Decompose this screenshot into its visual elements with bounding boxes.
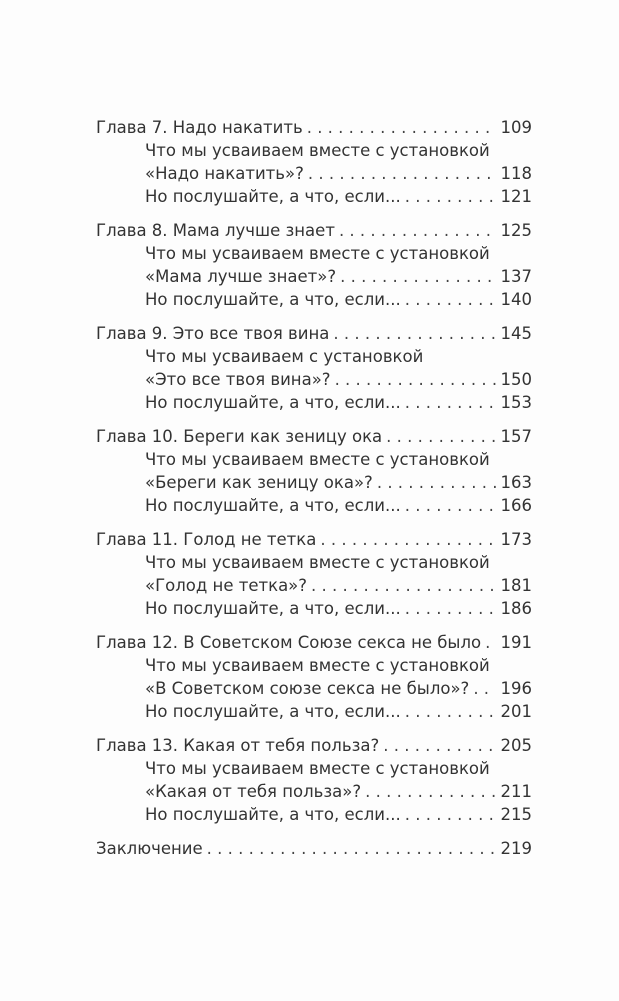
entry-title: Но послушайте, а что, если...: [145, 599, 401, 618]
toc-subentry[interactable]: [96, 494, 532, 517]
page-number: 145: [500, 324, 532, 343]
page-number: 215: [500, 805, 532, 824]
dot-leader: [386, 425, 496, 448]
toc-chapter-11: [96, 528, 532, 620]
dot-leader: [405, 803, 496, 826]
entry-title: Глава 9. Это все твоя вина: [96, 324, 330, 343]
toc-subentry[interactable]: [96, 288, 532, 311]
toc-subentry: [96, 345, 532, 368]
entry-title: Что мы усваиваем вместе с установкой: [145, 244, 490, 263]
dot-leader: [405, 288, 496, 311]
dot-leader: [308, 162, 496, 185]
page-number: 166: [500, 496, 532, 515]
page-number: 137: [500, 267, 532, 286]
toc-chapter-9: [96, 322, 532, 414]
toc-subentry: [96, 242, 532, 265]
toc-entry[interactable]: [96, 425, 532, 448]
entry-title: «Какая от тебя польза»?: [145, 782, 362, 801]
toc-subentry: [96, 654, 532, 677]
entry-title: Глава 13. Какая от тебя польза?: [96, 736, 380, 755]
toc-entry[interactable]: [96, 322, 532, 345]
dot-leader: [340, 265, 496, 288]
toc-subentry[interactable]: [96, 471, 532, 494]
dot-leader: [405, 185, 496, 208]
toc-subentry[interactable]: [96, 700, 532, 723]
page-number: 201: [500, 702, 532, 721]
page-number: 118: [500, 164, 532, 183]
entry-title: «Голод не тетка»?: [145, 576, 308, 595]
toc-chapter-13: [96, 734, 532, 826]
dot-leader: [311, 574, 496, 597]
toc-entry[interactable]: [96, 631, 532, 654]
page-number: 173: [500, 530, 532, 549]
dot-leader: [307, 116, 496, 139]
dot-leader: [405, 597, 496, 620]
entry-title: Глава 10. Береги как зеницу ока: [96, 427, 383, 446]
dot-leader: [405, 494, 496, 517]
page-number: 181: [500, 576, 532, 595]
table-of-contents: [96, 116, 532, 871]
toc-subentry[interactable]: [96, 780, 532, 803]
entry-title: Глава 7. Надо накатить: [96, 118, 303, 137]
toc-entry[interactable]: [96, 116, 532, 139]
dot-leader: [207, 837, 496, 860]
entry-title: «Мама лучше знает»?: [145, 267, 337, 286]
entry-title: Что мы усваиваем вместе с установкой: [145, 656, 490, 675]
toc-subentry: [96, 757, 532, 780]
toc-entry[interactable]: [96, 528, 532, 551]
toc-subentry[interactable]: [96, 597, 532, 620]
page-number: 109: [500, 118, 532, 137]
page-number: 211: [500, 782, 532, 801]
toc-subentry[interactable]: [96, 265, 532, 288]
page-number: 140: [500, 290, 532, 309]
page-number: 191: [500, 633, 532, 652]
entry-title: Но послушайте, а что, если...: [145, 805, 401, 824]
entry-title: Что мы усваиваем вместе с установкой: [145, 553, 490, 572]
entry-title: Но послушайте, а что, если...: [145, 290, 401, 309]
entry-title: «Береги как зеницу ока»?: [145, 473, 373, 492]
toc-subentry[interactable]: [96, 185, 532, 208]
dot-leader: [405, 391, 496, 414]
toc-entry[interactable]: [96, 734, 532, 757]
entry-title: Но послушайте, а что, если...: [145, 393, 401, 412]
toc-subentry[interactable]: [96, 803, 532, 826]
page-number: 219: [500, 839, 532, 858]
dot-leader: [405, 700, 496, 723]
toc-chapter-10: [96, 425, 532, 517]
entry-title: Но послушайте, а что, если...: [145, 496, 401, 515]
toc-conclusion: [96, 837, 532, 860]
entry-title: Что мы усваиваем с установкой: [145, 347, 424, 366]
page-number: 196: [500, 679, 532, 698]
toc-subentry[interactable]: [96, 391, 532, 414]
dot-leader: [339, 219, 496, 242]
toc-subentry: [96, 448, 532, 471]
toc-subentry[interactable]: [96, 574, 532, 597]
dot-leader: [320, 528, 496, 551]
entry-title: Что мы усваиваем вместе с установкой: [145, 759, 490, 778]
entry-title: Но послушайте, а что, если...: [145, 187, 401, 206]
entry-title: «В Советском союзе секса не было»?: [145, 679, 470, 698]
toc-subentry: [96, 551, 532, 574]
page-number: 157: [500, 427, 532, 446]
toc-subentry[interactable]: [96, 368, 532, 391]
entry-title: Что мы усваиваем вместе с установкой: [145, 450, 490, 469]
entry-title: Глава 8. Мама лучше знает: [96, 221, 335, 240]
toc-entry[interactable]: [96, 837, 532, 860]
page-number: 125: [500, 221, 532, 240]
toc-chapter-8: [96, 219, 532, 311]
toc-subentry: [96, 139, 532, 162]
entry-title: Что мы усваиваем вместе с установкой: [145, 141, 490, 160]
dot-leader: [333, 322, 496, 345]
entry-title: Но послушайте, а что, если...: [145, 702, 401, 721]
toc-subentry[interactable]: [96, 162, 532, 185]
page-number: 205: [500, 736, 532, 755]
entry-title: «Это все твоя вина»?: [145, 370, 331, 389]
dot-leader: [377, 471, 496, 494]
entry-title: Заключение: [96, 839, 203, 858]
dot-leader: [335, 368, 496, 391]
entry-title: Глава 12. В Советском Союзе секса не было: [96, 633, 482, 652]
dot-leader: [473, 677, 496, 700]
page-number: 150: [500, 370, 532, 389]
toc-subentry[interactable]: [96, 677, 532, 700]
dot-leader: [365, 780, 496, 803]
dot-leader: [485, 631, 496, 654]
toc-chapter-12: [96, 631, 532, 723]
entry-title: Глава 11. Голод не тетка: [96, 530, 317, 549]
page-number: 186: [500, 599, 532, 618]
entry-title: «Надо накатить»?: [145, 164, 304, 183]
toc-entry[interactable]: [96, 219, 532, 242]
page-number: 121: [500, 187, 532, 206]
page-number: 163: [500, 473, 532, 492]
dot-leader: [383, 734, 496, 757]
page-number: 153: [500, 393, 532, 412]
toc-chapter-7: [96, 116, 532, 208]
